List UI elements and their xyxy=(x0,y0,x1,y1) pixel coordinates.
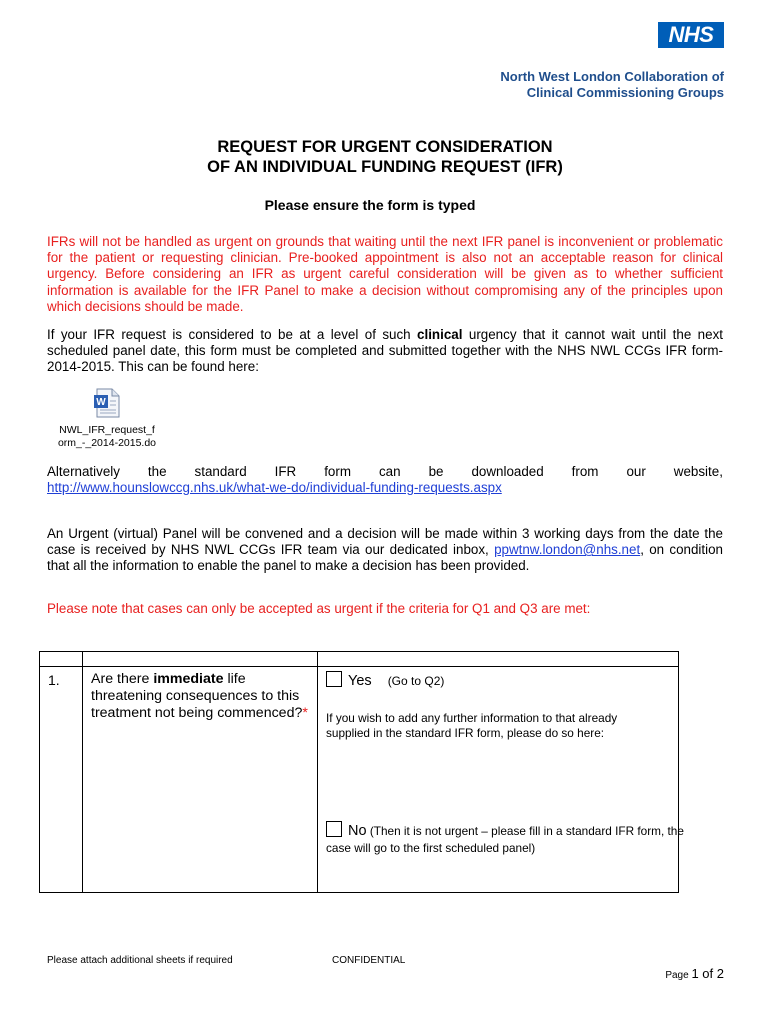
footer-confidential: CONFIDENTIAL xyxy=(332,955,406,966)
title-line-2: OF AN INDIVIDUAL FUNDING REQUEST (IFR) xyxy=(207,158,563,176)
subtitle: Please ensure the form is typed xyxy=(264,197,476,213)
alt-word: form xyxy=(324,464,351,479)
no-option xyxy=(326,821,702,857)
further-info-text: If you wish to add any further information to that already supplied in the standard IFR form, please do so here: xyxy=(326,711,618,740)
no-checkbox[interactable] xyxy=(326,821,342,837)
panel-text-before: An Urgent (virtual) Panel will be convened and a decision will be made within 3 working days from the date the case is received by NHS NWL CCGs IFR team via our dedicated inbox, xyxy=(47,526,723,558)
page-title xyxy=(0,137,770,177)
alt-word: standard xyxy=(194,464,247,479)
no-hint: (Then it is not urgent – please fill in a standard IFR form, the case will go to the first scheduled panel) xyxy=(326,824,684,855)
yes-option xyxy=(326,671,444,689)
clinical-text-after: urgency that it cannot wait until the next scheduled panel date, this form must be completed and submitted together with the NHS NWL CCGs IFR form-2014-2015. This can be found here: xyxy=(47,327,723,375)
ifr-website-link[interactable]: http://www.hounslowccg.nhs.uk/what-we-do/individual-funding-requests.aspx xyxy=(47,480,502,495)
clinical-bold: clinical xyxy=(417,327,463,342)
clinical-text-before: If your IFR request is considered to be at a level of such xyxy=(47,327,418,342)
page-number xyxy=(665,966,724,981)
alternative-download-line xyxy=(47,464,723,479)
yes-label: Yes xyxy=(348,673,372,689)
q1-text-before: Are there xyxy=(91,671,154,687)
yes-hint: (Go to Q2) xyxy=(387,674,445,688)
alt-word: our xyxy=(626,464,646,479)
table-header-row xyxy=(40,652,679,667)
clinical-paragraph xyxy=(47,327,723,376)
footer-attach-note: Please attach additional sheets if required xyxy=(47,955,233,966)
criteria-note: Please note that cases can only be accepted as urgent if the criteria for Q1 and Q3 are met: xyxy=(47,601,591,616)
word-document-icon xyxy=(93,388,121,418)
q1-text-bold: immediate xyxy=(153,671,224,687)
alt-word: the xyxy=(147,464,167,479)
panel-paragraph xyxy=(47,526,723,575)
attachment-name-line-1: NWL_IFR_request_f xyxy=(59,424,155,436)
organisation-name xyxy=(500,69,724,101)
nhs-logo: NHS xyxy=(658,22,724,48)
required-asterisk: * xyxy=(302,705,308,721)
ifr-form-attachment[interactable] xyxy=(47,388,167,450)
alt-word: website, xyxy=(673,464,723,479)
alt-word: can xyxy=(378,464,401,479)
question-1-text xyxy=(83,667,318,893)
org-line-2: Clinical Commissioning Groups xyxy=(526,85,724,100)
org-line-1: North West London Collaboration of xyxy=(500,69,724,84)
title-line-1: REQUEST FOR URGENT CONSIDERATION xyxy=(217,138,553,156)
page-of: 1 of 2 xyxy=(691,966,724,981)
alt-word: Alternatively xyxy=(47,464,120,479)
question-table xyxy=(39,651,684,893)
question-1-row xyxy=(40,667,679,893)
q1-text-after: life threatening consequences to this treatment not being commenced? xyxy=(91,671,303,721)
question-1-answer xyxy=(318,667,684,893)
warning-paragraph: IFRs will not be handled as urgent on grounds that waiting until the next IFR panel is inconvenient or problematic for the patient or requesting clinician. Pre-booked appointment is also not an acceptable reason for clinical urgency. Before considering an IFR as urgent careful consideration will be given as to whether sufficient information is available for the IFR Panel to make a decision without compromising any of the principles upon which decisions should be made. xyxy=(47,234,723,314)
alt-word: IFR xyxy=(274,464,297,479)
alt-word: from xyxy=(571,464,599,479)
page-word: Page xyxy=(665,970,692,981)
panel-text-after: , on condition that all the information to enable the panel to make a decision has been provided. xyxy=(47,542,723,574)
alt-word: downloaded xyxy=(471,464,544,479)
alt-word: be xyxy=(428,464,444,479)
no-label: No xyxy=(348,823,367,839)
inbox-email-link[interactable]: ppwtnw.london@nhs.net xyxy=(494,542,641,558)
svg-text:W: W xyxy=(96,397,106,408)
attachment-name-line-2: orm_-_2014-2015.do xyxy=(57,437,157,449)
yes-checkbox[interactable] xyxy=(326,671,342,687)
website-link-line xyxy=(47,480,723,496)
question-number: 1. xyxy=(40,667,83,893)
